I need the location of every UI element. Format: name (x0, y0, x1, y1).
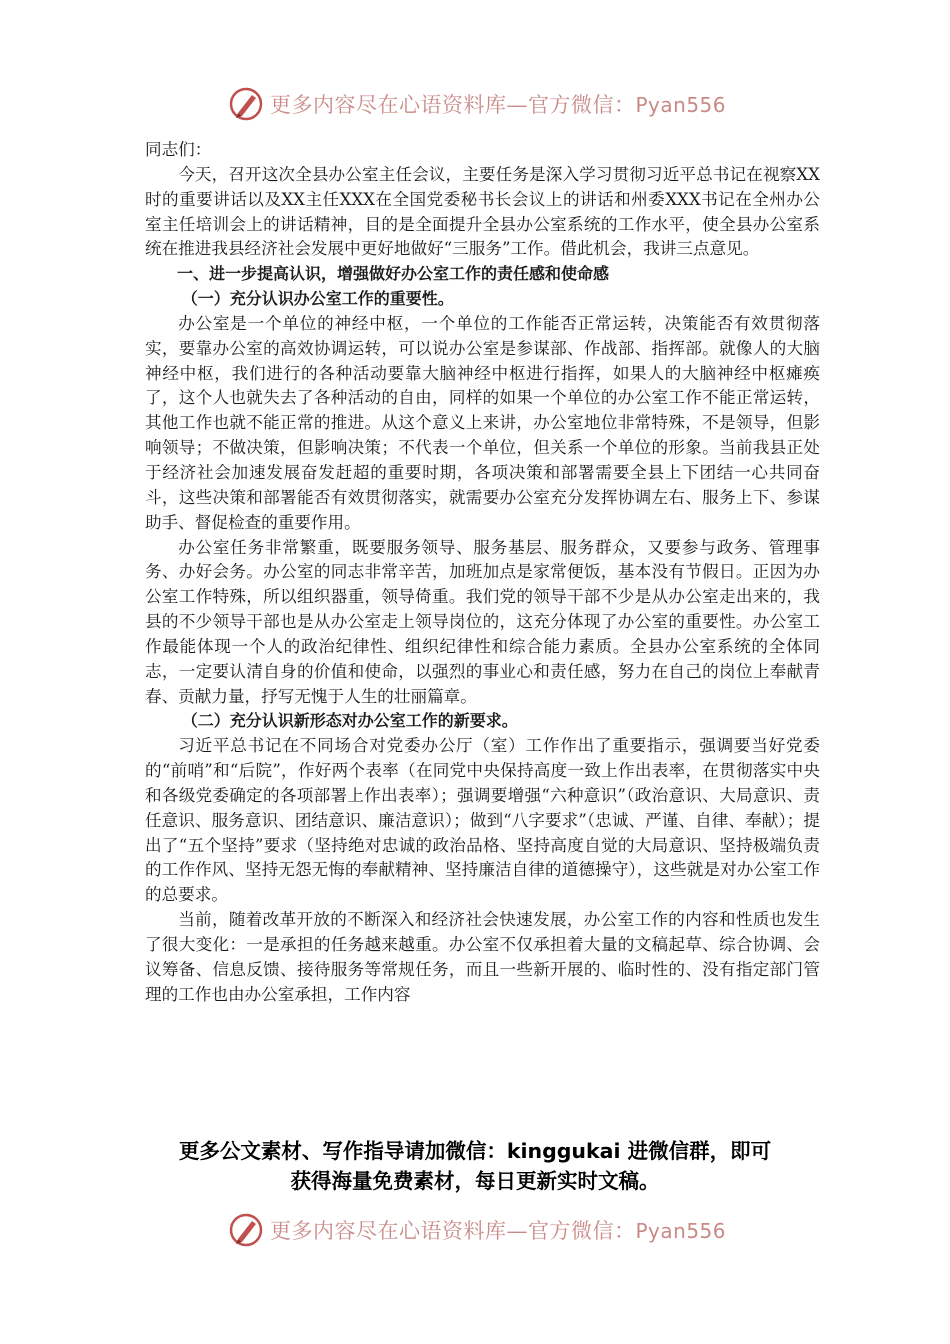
pen-logo-icon (228, 86, 264, 122)
paragraph-office-tasks: 办公室任务非常繁重，既要服务领导、服务基层、服务群众，又要参与政务、管理事务、办好会务。办公室的同志非常辛苦，加班加点是家常便饭，基本没有节假日。正因为办公室工作特殊，所以组织器重，领导倚重。我们党的领导干部不少是从办公室走出来的，我县的不少领导干部也是从办公室走上领导岗位的，这充分体现了办公室的重要性。办公室工作最能体现一个人的政治纪律性、组织纪律性和综合能力素质。全县办公室系统的全体同志，一定要认清自身的价值和使命，以强烈的事业心和责任感，努力在自己的岗位上奉献青春、贡献力量，抒写无愧于人生的壮丽篇章。 (145, 537, 820, 706)
pen-logo-icon (228, 1212, 264, 1248)
promo-line-1: 更多公文素材、写作指导请加微信：kinggukai 进微信群，即可 (178, 1139, 772, 1163)
footer-banner (228, 1210, 728, 1250)
paragraph-requirements: 习近平总书记在不同场合对党委办公厅（室）工作作出了重要指示，强调要当好党委的“前哨”和“后院”，作好两个表率（在同党中央保持高度一致上作出表率，在贯彻落实中央和各级党委确定的各项部署上作出表率）；强调要增强“六种意识”（政治意识、大局意识、责任意识、服务意识、团结意识、廉洁意识）；做到“八字要求”（忠诚、严谨、自律、奉献）；提出了“五个坚持”要求（坚持绝对忠诚的政治品格、坚持高度自觉的大局意识、坚持极端负责的工作作风、坚持无怨无悔的奉献精神、坚持廉洁自律的道德操守），这些就是对办公室工作的总要求。 (145, 736, 820, 905)
header-banner-text: 更多内容尽在心语资料库—官方微信：Pyan556 (270, 93, 727, 117)
promo-notice (100, 1136, 850, 1196)
footer-wechat-id: Pyan556 (635, 1219, 727, 1243)
paragraph-office-role: 办公室是一个单位的神经中枢，一个单位的工作能否正常运转，决策能否有效贯彻落实，要靠办公室的高效协调运转，可以说办公室是参谋部、作战部、指挥部。就像人的大脑神经中枢，我们进行的各种活动要靠大脑神经中枢进行指挥，如果人的大脑神经中枢瘫痪了，这个人也就失去了各种活动的自由，同样的如果一个单位的办公室工作不能正常运转，其他工作也就不能正常的推进。从这个意义上来讲，办公室地位非常特殊，不是领导，但影响领导；不做决策，但影响决策；不代表一个单位，但关系一个单位的形象。当前我县正处于经济社会加速发展奋发赶超的重要时期，各项决策和部署需要全县上下团结一心共同奋斗，这些决策和部署能否有效贯彻落实，就需要办公室充分发挥协调左右、服务上下、参谋助手、督促检查的重要作用。 (145, 313, 820, 532)
document-body (145, 138, 820, 1122)
promo-line-2: 获得海量免费素材，每日更新实时文稿。 (290, 1169, 660, 1193)
header-wechat-id: Pyan556 (635, 93, 727, 117)
subsection-heading-1: （一）充分认识办公室工作的重要性。 (181, 289, 454, 309)
header-banner (228, 84, 728, 124)
paragraph-intro: 今天，召开这次全县办公室主任会议，主要任务是深入学习贯彻习近平总书记在视察XX时的重要讲话以及XX主任XXX在全国党委秘书长会议上的讲话和州委XXX书记在全州办公室主任培训会上的讲话精神，目的是全面提升全县办公室系统的工作水平，使全县办公室系统在推进我县经济社会发展中更好地做好“三服务”工作。借此机会，我讲三点意见。 (145, 164, 820, 259)
subsection-heading-2: （二）充分认识新形态对办公室工作的新要求。 (181, 711, 518, 731)
paragraph-current-changes: 当前，随着改革开放的不断深入和经济社会快速发展，办公室工作的内容和性质也发生了很大变化：一是承担的任务越来越重。办公室不仅承担着大量的文稿起草、综合协调、会议筹备、信息反馈、接待服务等常规任务，而且一些新开展的、临时性的、没有指定部门管理的工作也由办公室承担，工作内容 (145, 910, 820, 1004)
section-heading-1: 一、进一步提高认识，增强做好办公室工作的责任感和使命感 (177, 264, 610, 284)
footer-banner-text: 更多内容尽在心语资料库—官方微信：Pyan556 (270, 1219, 727, 1243)
greeting: 同志们： (145, 140, 212, 159)
